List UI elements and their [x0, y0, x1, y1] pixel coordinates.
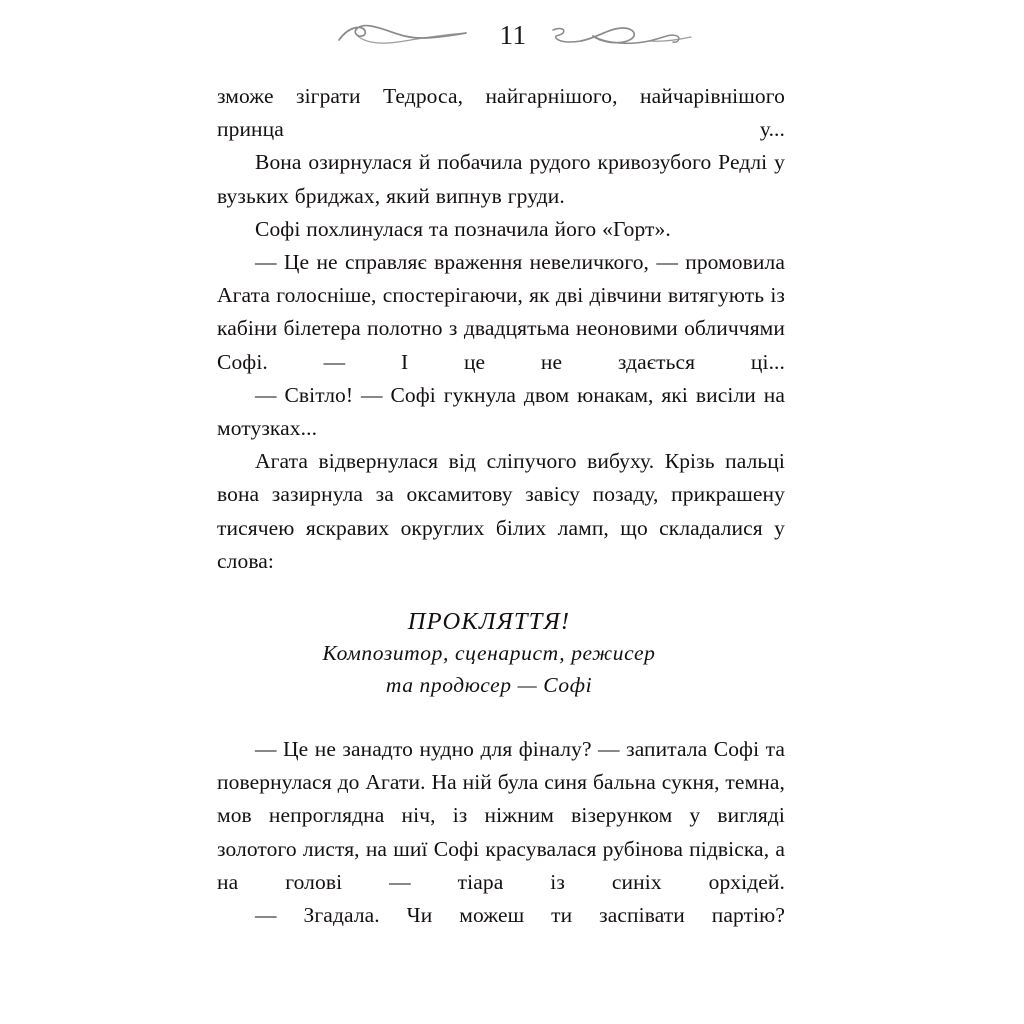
paragraph: — Згадала. Чи можеш ти заспівати партію? — [255, 903, 785, 928]
flourish-swash-left-icon — [326, 11, 478, 57]
spacer — [217, 578, 785, 607]
display-title: ПРОКЛЯТТЯ! — [407, 608, 571, 636]
paragraph: — Це не справляє враження невеличкого, — промовила Агата голосніше, спостерігаючи, як дві дівчини витягують із кабіни білетера полотно з двадцятьма неоновими обличчями Софі. — І це не здається ці... — [217, 250, 785, 374]
flourish-swash-right-icon — [547, 11, 699, 57]
running-head — [0, 8, 1024, 60]
display-line: Композитор, сценарист, режисер — [322, 641, 656, 666]
display-sign-block — [205, 607, 773, 701]
paragraph: — Це не занадто нудно для фіналу? — запитала Софі та повернулася до Агати. На ній була синя бальна сукня, темна, мов непроглядна ніч, із ніжним візерунком у вигляді золотого листя, на шиї Софі красувалася рубінова підвіска, а на голові — тіара із синіх орхідей. — [217, 737, 785, 894]
spacer — [217, 701, 785, 733]
text-column — [217, 80, 785, 932]
paragraph: — Світло! — Софі гукнула двом юнакам, які висіли на мотузках... — [217, 382, 785, 441]
paragraph: зможе зіграти Тедроса, найгарнішого, найчарівнішого принца у... — [217, 84, 785, 142]
paragraph: Агата відвернулася від сліпучого вибуху. Крізь пальці вона зазирнула за оксамитову завісу позаду, прикрашену тисячею яскравих округлих білих ламп, що складалися у слова: — [217, 449, 785, 573]
paragraph: Софі похлинулася та позначила його «Горт». — [255, 216, 671, 241]
page-number: 11 — [499, 19, 527, 50]
paragraph: Вона озирнулася й побачила рудого кривозубого Редлі у вузьких бриджах, який випнув груди. — [217, 150, 785, 208]
display-line: та продюсер — Софі — [385, 673, 593, 698]
